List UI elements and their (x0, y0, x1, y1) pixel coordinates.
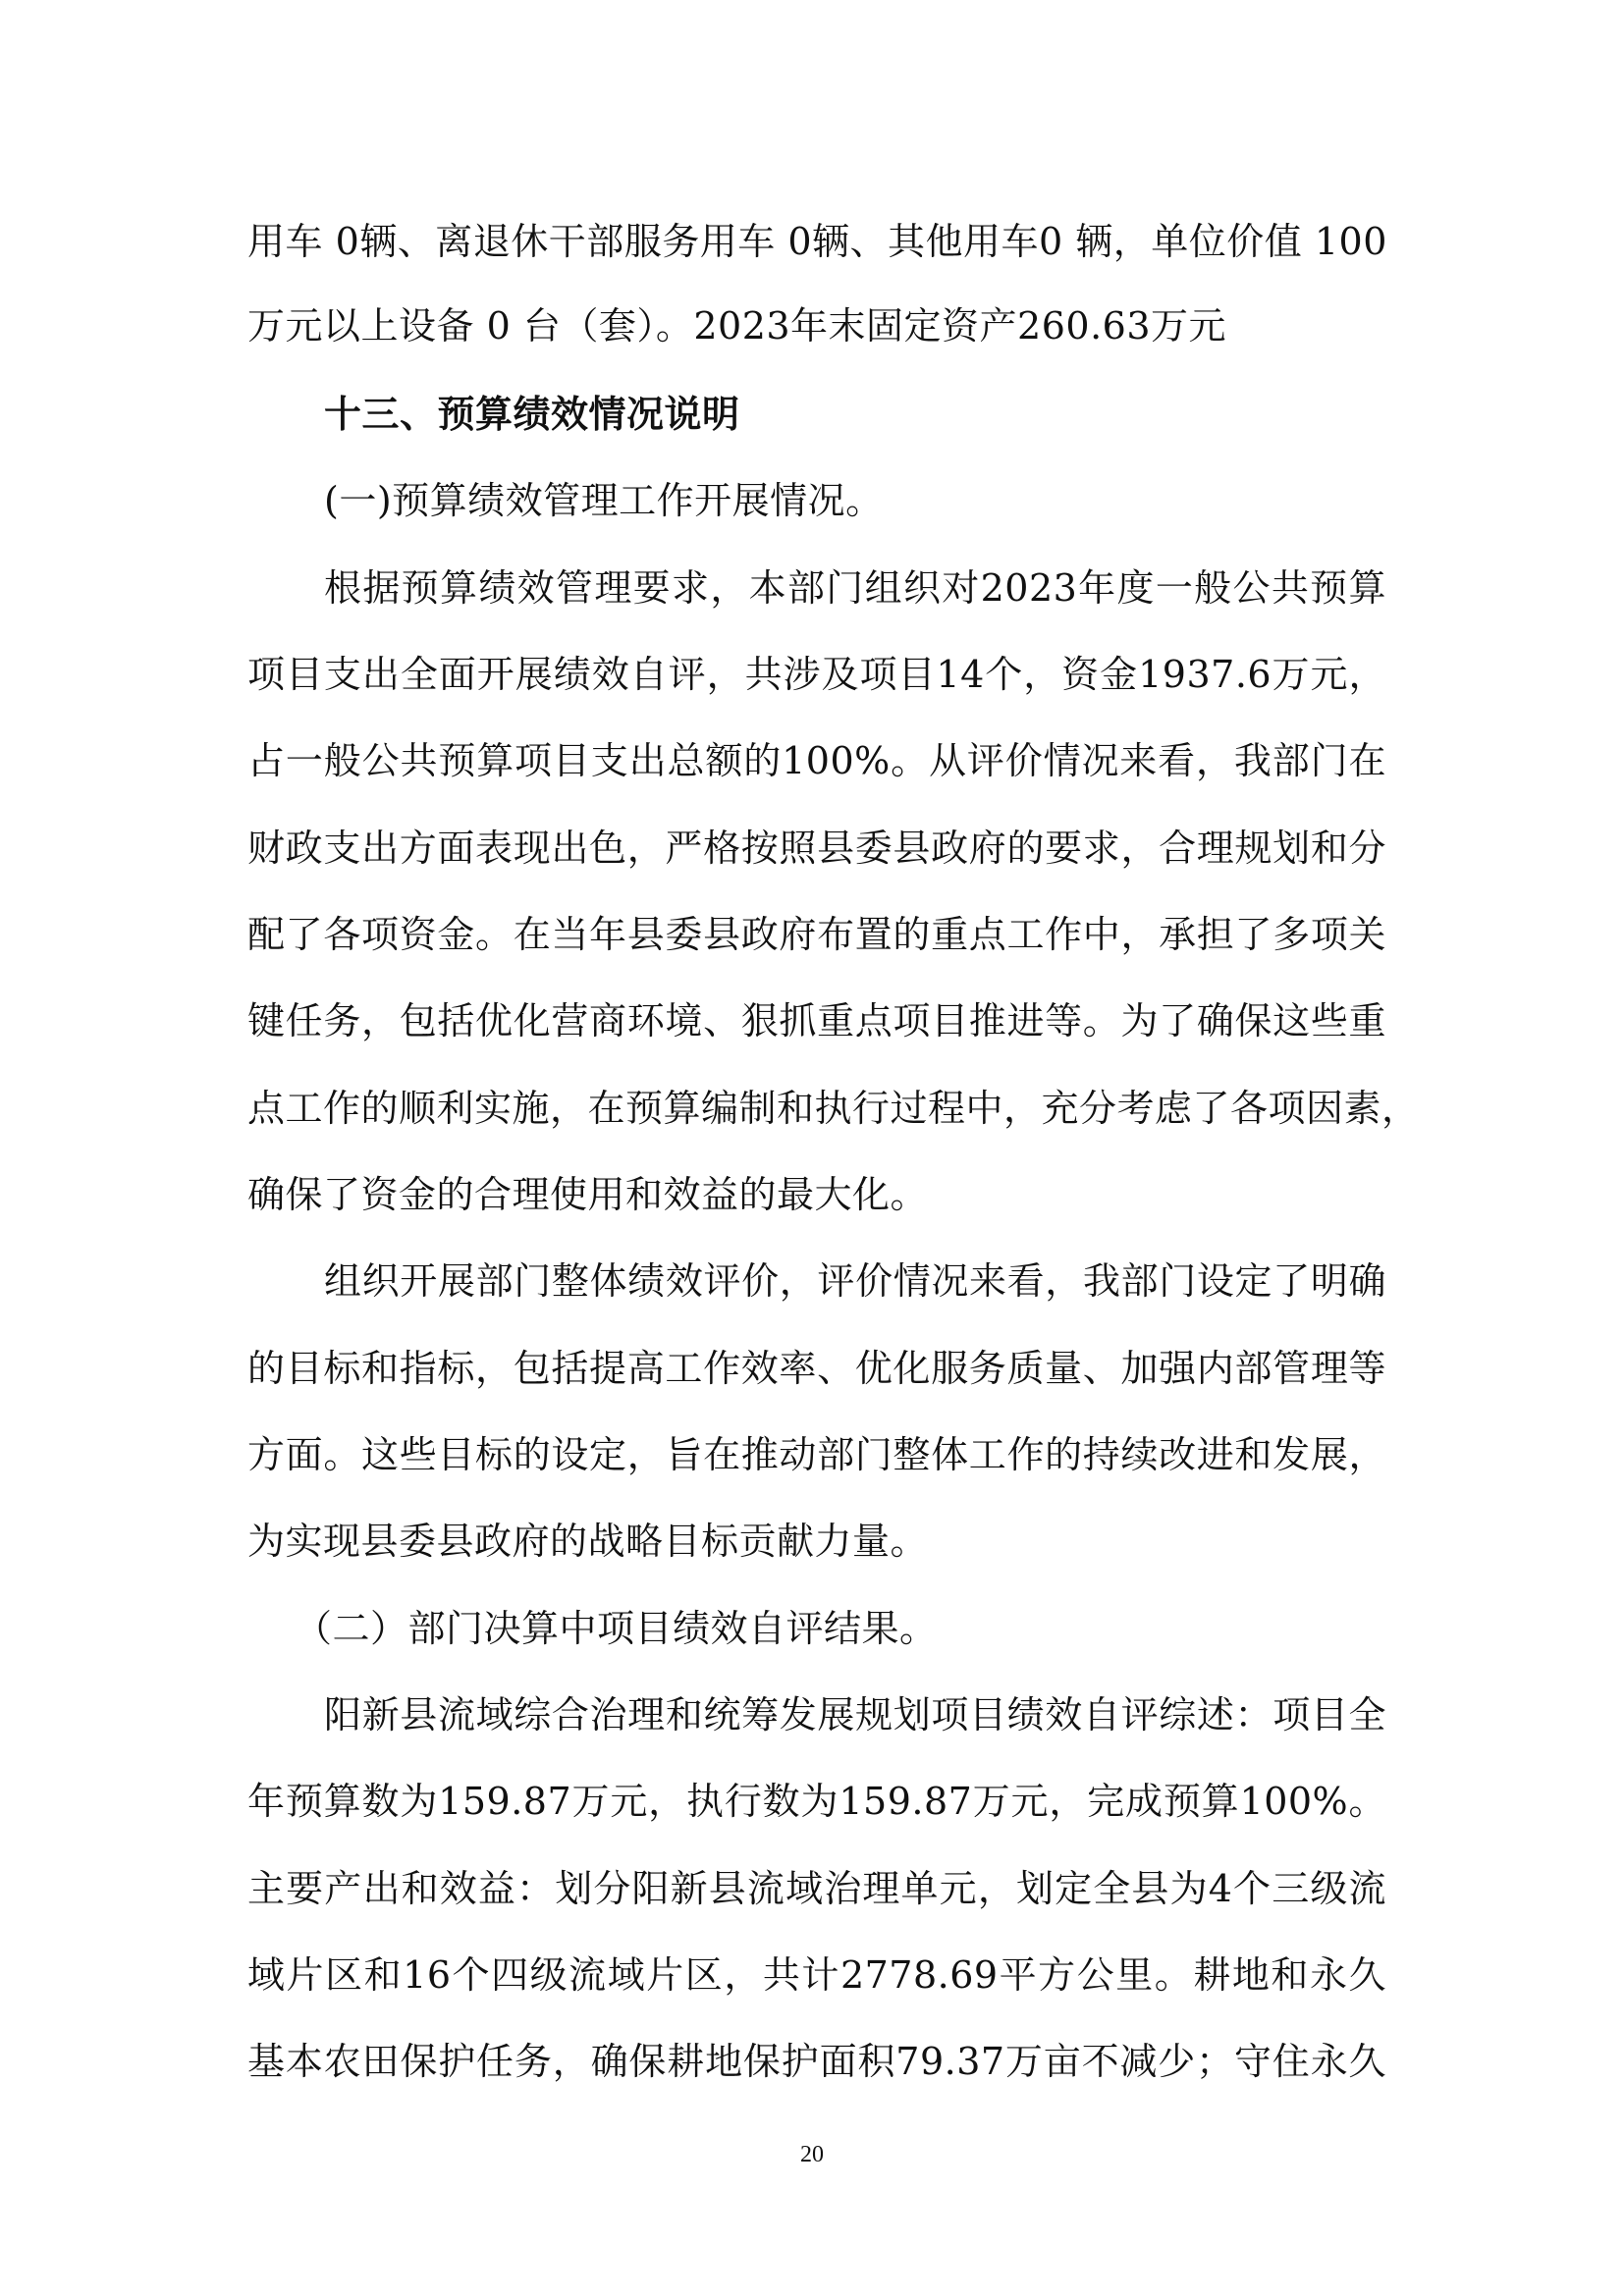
body-text-line: 占一般公共预算项目支出总额的100%。从评价情况来看，我部门在 (247, 739, 1386, 782)
body-text-line: 键任务，包括优化营商环境、狠抓重点项目推进等。为了确保这些重 (247, 999, 1386, 1042)
body-text-line: 财政支出方面表现出色，严格按照县委县政府的要求，合理规划和分 (247, 827, 1386, 870)
body-text-line: 域片区和16个四级流域片区，共计2778.69平方公里。耕地和永久 (247, 1953, 1386, 1997)
body-text-line: 万元以上设备 0 台（套）。2023年末固定资产260.63万元 (247, 304, 1227, 347)
body-text-line: 确保了资金的合理使用和效益的最大化。 (247, 1173, 929, 1216)
body-text-line: 阳新县流域综合治理和统筹发展规划项目绩效自评综述：项目全 (324, 1693, 1386, 1736)
body-text-line: 主要产出和效益：划分阳新县流域治理单元，划定全县为4个三级流 (247, 1867, 1386, 1910)
body-text-line: 的目标和指标，包括提高工作效率、优化服务质量、加强内部管理等 (247, 1347, 1386, 1390)
page-number: 20 (800, 2142, 824, 2167)
body-text-line: 项目支出全面开展绩效自评，共涉及项目14个，资金1937.6万元， (247, 653, 1386, 696)
body-text-line: 方面。这些目标的设定，旨在推动部门整体工作的持续改进和发展， (247, 1433, 1386, 1476)
body-text-line: 配了各项资金。在当年县委县政府布置的重点工作中，承担了多项关 (247, 913, 1386, 956)
body-text-line: 基本农田保护任务，确保耕地保护面积79.37万亩不减少；守住永久 (247, 2040, 1386, 2083)
section-heading: 十三、预算绩效情况说明 (324, 393, 740, 436)
subsection-heading: （二）部门决算中项目绩效自评结果。 (295, 1607, 938, 1650)
body-text-line: 根据预算绩效管理要求，本部门组织对2023年度一般公共预算 (324, 566, 1386, 610)
body-text-line: 为实现县委县政府的战略目标贡献力量。 (247, 1520, 929, 1563)
body-text-line: 用车 0辆、离退休干部服务用车 0辆、其他用车0 辆，单位价值 100 (247, 220, 1387, 263)
body-text-line: 点工作的顺利实施，在预算编制和执行过程中，充分考虑了各项因素， (247, 1087, 1420, 1130)
subsection-heading: (一)预算绩效管理工作开展情况。 (324, 479, 884, 522)
body-text-line: 组织开展部门整体绩效评价，评价情况来看，我部门设定了明确 (324, 1259, 1386, 1303)
body-text-line: 年预算数为159.87万元，执行数为159.87万元，完成预算100%。 (247, 1780, 1386, 1823)
